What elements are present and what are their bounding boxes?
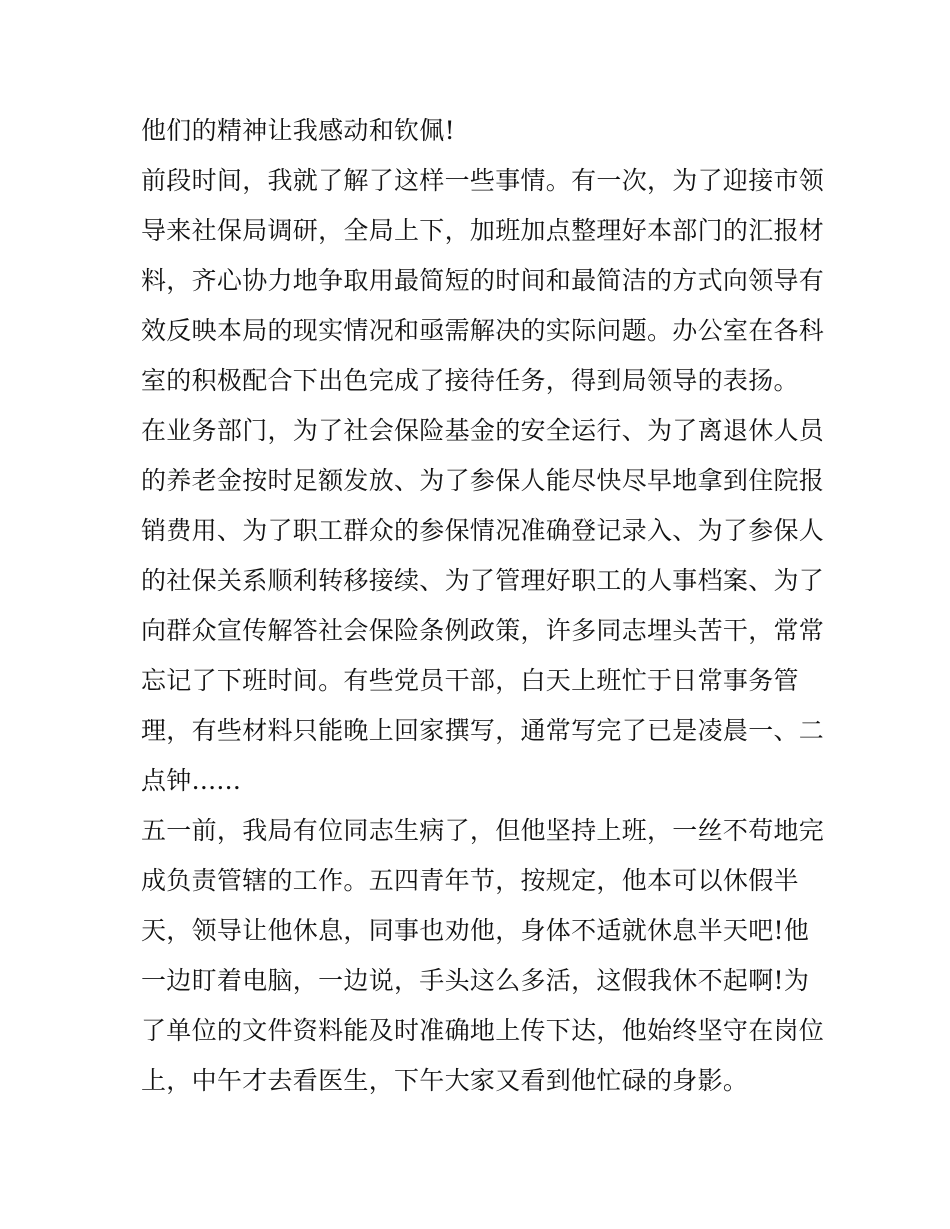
text-line: 导来社保局调研，全局上下，加班加点整理好本部门的汇报材: [141, 216, 825, 245]
text-line: 的养老金按时足额发放、为了参保人能尽快尽早地拿到住院报: [141, 466, 825, 495]
text-line: 五一前，我局有位同志生病了，但他坚持上班，一丝不苟地完: [141, 816, 825, 845]
text-line: 忘记了下班时间。有些党员干部，白天上班忙于日常事务管: [141, 666, 799, 695]
text-line: 他们的精神让我感动和钦佩!: [141, 116, 455, 145]
text-line: 的社保关系顺利转移接续、为了管理好职工的人事档案、为了: [141, 566, 825, 595]
text-line: 点钟......: [141, 766, 242, 795]
text-line: 天，领导让他休息，同事也劝他，身体不适就休息半天吧!他: [141, 916, 810, 945]
text-line: 了单位的文件资料能及时准确地上传下达，他始终坚守在岗位: [141, 1016, 825, 1045]
document-body: [141, 106, 831, 1106]
text-line: 室的积极配合下出色完成了接待任务，得到局领导的表扬。: [141, 366, 799, 395]
text-line: 理，有些材料只能晚上回家撰写，通常写完了已是凌晨一、二: [141, 716, 825, 745]
text-line: 上，中午才去看医生，下午大家又看到他忙碌的身影。: [141, 1066, 749, 1095]
text-line: 在业务部门，为了社会保险基金的安全运行、为了离退休人员: [141, 416, 825, 445]
text-line: 前段时间，我就了解了这样一些事情。有一次，为了迎接市领: [141, 166, 825, 195]
text-line: 一边盯着电脑，一边说，手头这么多活，这假我休不起啊!为: [141, 966, 810, 995]
text-line: 向群众宣传解答社会保险条例政策，许多同志埋头苦干，常常: [141, 616, 825, 645]
text-line: 效反映本局的现实情况和亟需解决的实际问题。办公室在各科: [141, 316, 825, 345]
text-line: 料，齐心协力地争取用最简短的时间和最简洁的方式向领导有: [141, 266, 825, 295]
text-line: 成负责管辖的工作。五四青年节，按规定，他本可以休假半: [141, 866, 799, 895]
text-line: 销费用、为了职工群众的参保情况准确登记录入、为了参保人: [141, 516, 825, 545]
